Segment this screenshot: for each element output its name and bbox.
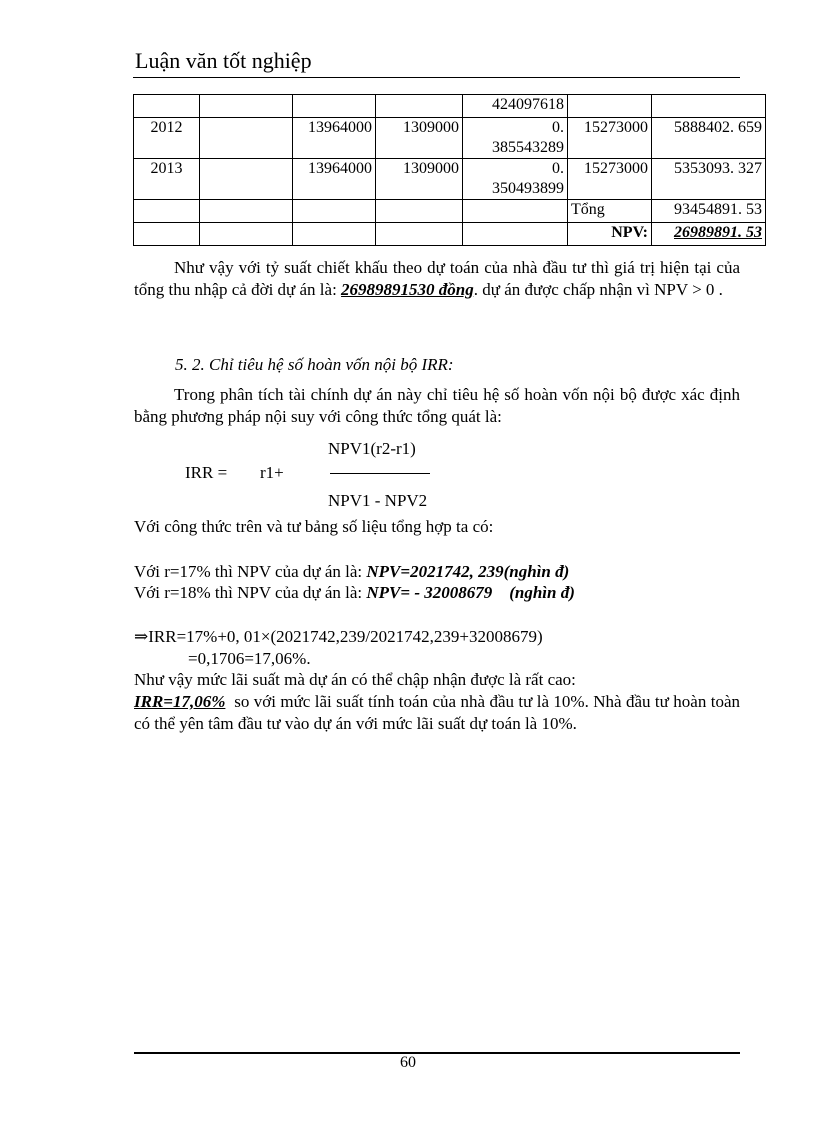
table-cell [200,118,293,159]
header-title: Luận văn tốt nghiệp [135,48,312,73]
table-cell [293,223,376,246]
table-cell [376,223,463,246]
table-row-total [134,200,766,223]
table-cell [200,95,293,118]
table-cell [293,200,376,223]
case1-line [134,562,569,582]
table-cell: 424097618 [463,95,568,118]
total-value: 93454891. 53 [652,200,766,223]
table-cell [293,95,376,118]
irr-conclusion-text: so với mức lãi suất tính toán của nhà đầu tư là 10%. Nhà đầu tư hoàn toàn có thể yên tâm đầu tư vào dự án với mức lãi suất dự toán là 10%. [134,692,745,733]
calc-line-1: ⇒IRR=17%+0, 01×(2021742,239/2021742,239+32008679) [134,627,543,646]
table-cell [134,95,200,118]
para1-text: Như vậy với tỷ suất chiết khấu theo dự toán của nhà đầu tư thì giá trị hiện tại của tổng thu nhập cả đời dự án là: [134,258,740,299]
table-cell: 15273000 [568,118,652,159]
formula-denominator: NPV1 - NPV2 [328,491,428,510]
total-label: Tổng [568,200,652,223]
table-cell [200,200,293,223]
formula-numerator: NPV1(r2-r1) [328,439,416,458]
npv-highlight: 26989891530 đồng [341,280,474,299]
irr-intro-paragraph: Trong phân tích tài chính dự án này chỉ tiêu hệ số hoàn vốn nội bộ được xác định bằng phương pháp nội suy với công thức tổng quát là: [134,385,740,426]
table-cell [376,200,463,223]
table-cell: 15273000 [568,159,652,200]
table-row [134,118,766,159]
table-cell [134,200,200,223]
table-cell [652,95,766,118]
calc-line-2: =0,1706=17,06%. [188,649,311,668]
table-cell: 2013 [134,159,200,200]
intro-line: Với công thức trên và tư bảng số liệu tổng hợp ta có: [134,517,494,536]
table-cell [200,223,293,246]
npv-value: 26989891. 53 [652,223,766,246]
table-row-npv [134,223,766,246]
table-cell [463,200,568,223]
table-cell: 5353093. 327 [652,159,766,200]
conclusion-line: Như vậy mức lãi suất mà dự án có thể chập nhận được là rất cao: [134,670,576,689]
table-cell: 13964000 [293,118,376,159]
section-title: 5. 2. Chỉ tiêu hệ số hoàn vốn nội bộ IRR: [175,355,454,374]
formula-lhs: IRR = [185,463,228,482]
fraction-bar [330,473,430,474]
table-cell: 0. 350493899 [463,159,568,200]
para1-tail: . dự án được chấp nhận vì NPV > 0 . [473,280,723,299]
table-cell: 2012 [134,118,200,159]
table-cell [463,223,568,246]
header-rule [133,77,740,78]
case2-line [134,583,575,603]
table-cell [200,159,293,200]
table-cell [568,95,652,118]
table-cell [134,223,200,246]
case1-value: NPV=2021742, 239(nghìn đ) [366,562,570,581]
irr-highlight: IRR=17,06% [134,692,226,711]
table-cell: 0. 385543289 [463,118,568,159]
table-cell [376,95,463,118]
npv-table [133,94,766,246]
table-cell: 5888402. 659 [652,118,766,159]
table-cell: 1309000 [376,118,463,159]
npv-conclusion-paragraph [134,257,740,301]
formula-term: r1+ [260,463,284,482]
case2-text: Với r=18% thì NPV của dự án là: [134,583,367,602]
npv-label: NPV: [568,223,652,246]
case1-text: Với r=17% thì NPV của dự án là: [134,562,367,581]
table-row [134,159,766,200]
page-number: 60 [400,1054,416,1071]
table-cell: 13964000 [293,159,376,200]
case2-value: NPV= - 32008679 (nghìn đ) [366,583,575,602]
table-row [134,95,766,118]
irr-conclusion-paragraph [134,691,745,735]
table-cell: 1309000 [376,159,463,200]
